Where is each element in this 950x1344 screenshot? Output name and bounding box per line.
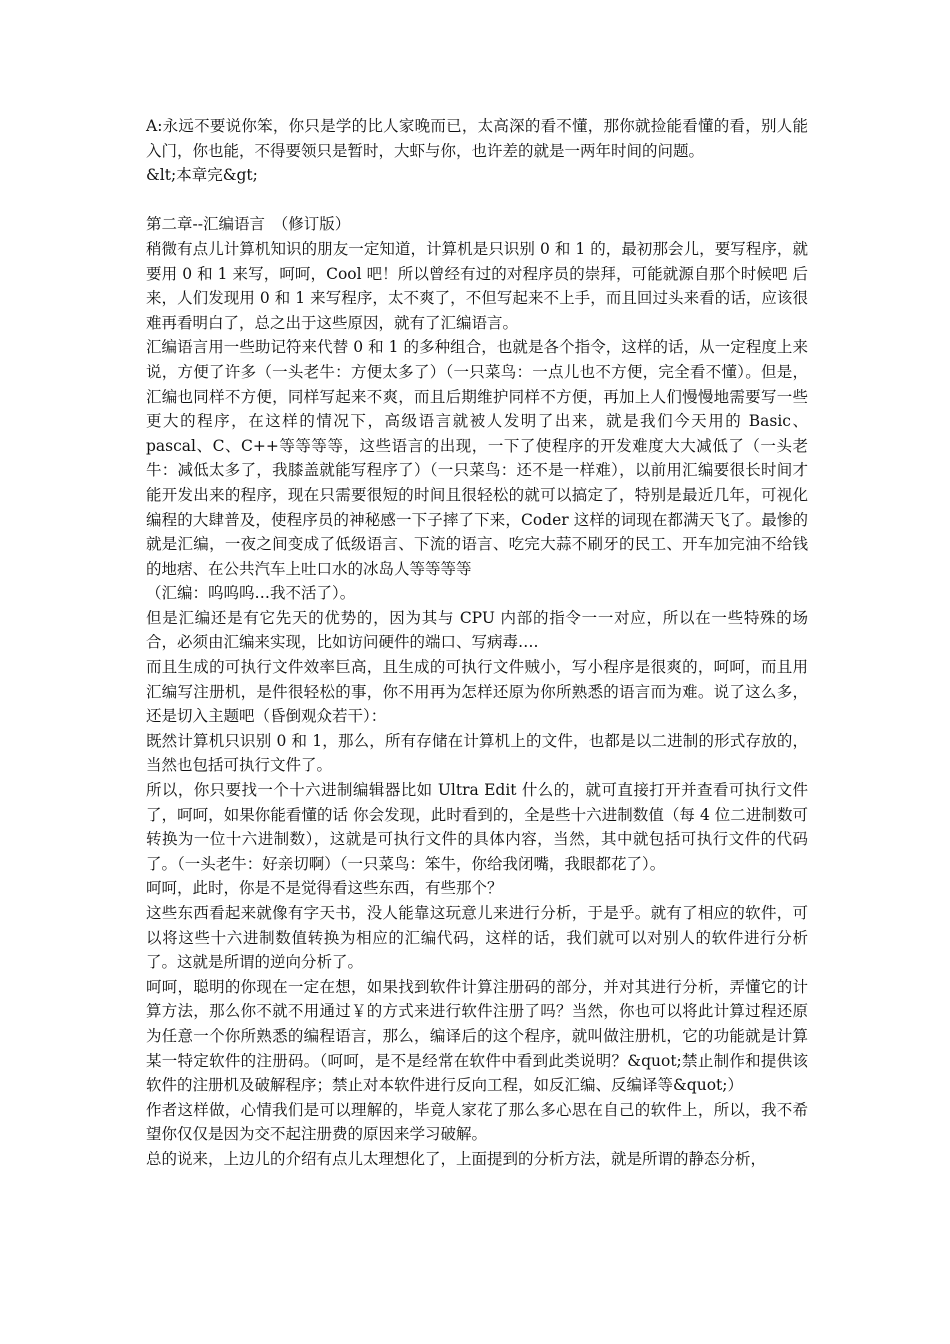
body-paragraph: 稍微有点儿计算机知识的朋友一定知道，计算机是只识别 0 和 1 的，最初那会儿，要写程序，就要用 0 和 1 来写，呵呵，Cool 吧！所以曾经有过的对程序员的崇拜，可能就源自那个时候吧 后来，人们发现用 0 和 1 来写程序，太不爽了，不但写起来不上手，而且回过头来看的话，应该很难再看明白了，总之出于这些原因，就有了汇编语言。 (146, 239, 808, 332)
blank-line (146, 188, 808, 213)
body-paragraph: 总的说来，上边儿的介绍有点儿太理想化了，上面提到的分析方法，就是所谓的静态分析， (146, 1149, 767, 1168)
body-paragraph: 呵呵，聪明的你现在一定在想，如果找到软件计算注册码的部分，并对其进行分析，弄懂它的计算方法，那么你不就不用通过￥的方式来进行软件注册了吗？当然，你也可以将此计算过程还原为任意一个你所熟悉的编程语言，那么，编译后的这个程序，就叫做注册机，它的功能就是计算某一特定软件的注册码。（呵呵，是不是经常在软件中看到此类说明？&quot;禁止制作和提供该软件的注册机及破解程序；禁止对本软件进行反向工程，如反汇编、反编译等&quot;） (146, 977, 808, 1095)
document-page (146, 114, 808, 1172)
body-paragraph: 而且生成的可执行文件效率巨高，且生成的可执行文件贼小，写小程序是很爽的，呵呵，而且用汇编写注册机，是件很轻松的事，你不用再为怎样还原为你所熟悉的语言而为难。说了这么多，还是切入主题吧（昏倒观众若干）： (146, 658, 808, 726)
body-paragraph: 但是汇编还是有它先天的优势的，因为其与 CPU 内部的指令一一对应，所以在一些特殊的场合，必须由汇编来实现，比如访问硬件的端口、写病毒…. (146, 608, 808, 652)
body-paragraph: 所以，你只要找一个十六进制编辑器比如 Ultra Edit 什么的，就可直接打开并查看可执行文件了，呵呵，如果你能看懂的话 你会发现，此时看到的，全是些十六进制数值（每 4 位二进制数可转换为一位十六进制数），这就是可执行文件的具体内容，当然，其中就包括可执行文件的代码了。（一头老牛：好亲切啊）（一只菜鸟：笨牛，你给我闭嘴，我眼都花了）。 (146, 781, 808, 873)
chapter-title: 第二章--汇编语言 （修订版） (146, 215, 351, 234)
chapter-end-marker: &lt;本章完&gt; (146, 166, 258, 185)
body-paragraph: 汇编语言用一些助记符来代替 0 和 1 的多种组合，也就是各个指令，这样的话，从一定程度上来说，方便了许多（一头老牛：方便太多了）（一只菜鸟：一点儿也不方便，完全看不懂）。但是，汇编也同样不方便，同样写起来不爽，而且后期维护同样不方便，再加上人们慢慢地需要写一些更大的程序，在这样的情况下，高级语言就被人发明了出来，就是我们今天用的 Basic、pascal、C、C++等等等等，这些语言的出现，一下了使程序的开发难度大大减低了（一头老牛：减低太多了，我膝盖就能写程序了）（一只菜鸟：还不是一样难），以前用汇编要很长时间才能开发出来的程序，现在只需要很短的时间且很轻松的就可以搞定了，特别是最近几年，可视化编程的大肆普及，使程序员的神秘感一下子摔了下来，Coder 这样的词现在都满天飞了。最惨的就是汇编，一夜之间变成了低级语言、下流的语言、吃完大蒜不刷牙的民工、开车加完油不给钱的地痞、在公共汽车上吐口水的冰岛人等等等等 (146, 338, 808, 578)
intro-paragraph: A:永远不要说你笨，你只是学的比人家晚而已，太高深的看不懂，那你就捡能看懂的看，别人能入门，你也能，不得要领只是暂时，大虾与你，也许差的就是一两年时间的问题。 (146, 117, 808, 160)
body-paragraph: （汇编：呜呜呜…我不活了）。 (146, 584, 356, 603)
body-paragraph: 这些东西看起来就像有字天书，没人能靠这玩意儿来进行分析，于是乎。就有了相应的软件，可以将这些十六进制数值转换为相应的汇编代码，这样的话，我们就可以对别人的软件进行分析了。这就是所谓的逆向分析了。 (146, 904, 808, 972)
body-paragraph: 呵呵，此时，你是不是觉得看这些东西，有些那个？ (146, 879, 503, 898)
body-paragraph: 既然计算机只识别 0 和 1，那么，所有存储在计算机上的文件，也都是以二进制的形式存放的，当然也包括可执行文件了。 (146, 731, 808, 775)
body-paragraph: 作者这样做，心情我们是可以理解的，毕竟人家花了那么多心思在自己的软件上，所以，我不希望你仅仅是因为交不起注册费的原因来学习破解。 (146, 1100, 808, 1144)
